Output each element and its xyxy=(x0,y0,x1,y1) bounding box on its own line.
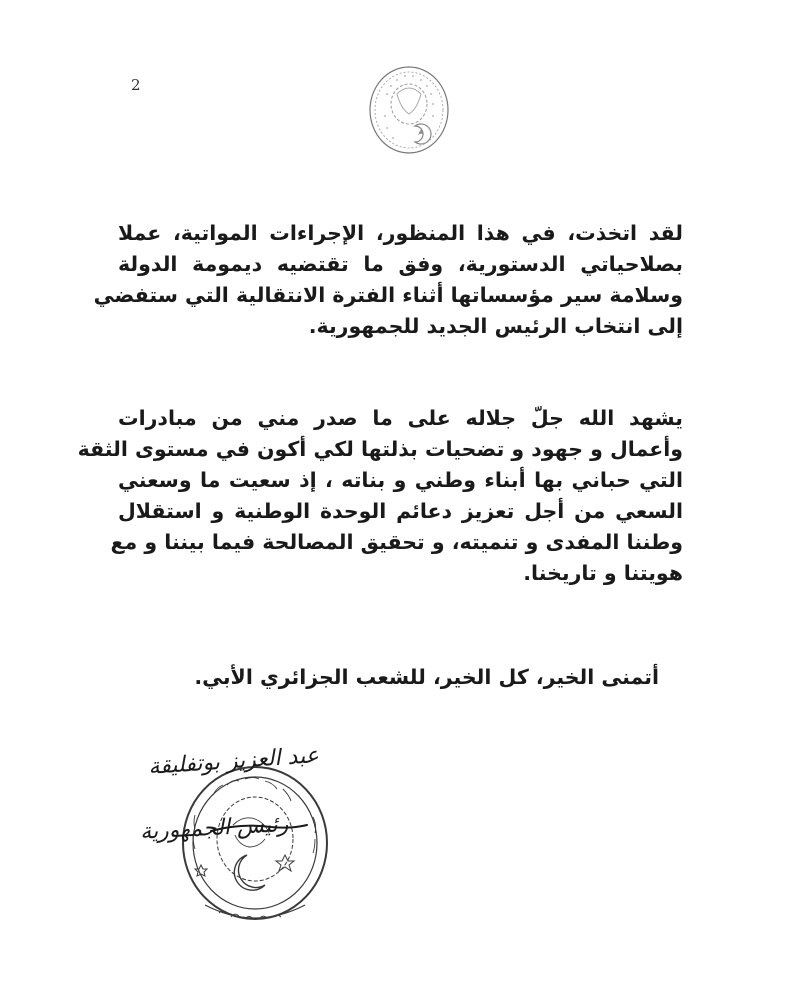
closing-line: أتمنى الخير، كل الخير، للشعب الجزائري الأبي. xyxy=(194,665,659,689)
text-line: السعي من أجل تعزيز دعائم الوحدة الوطنية و استقلال xyxy=(118,499,683,523)
text-line: لقد اتخذت، في هذا المنظور، الإجراءات المواتية، عملا xyxy=(118,221,683,245)
official-stamp-icon xyxy=(183,767,327,919)
page-number: 2 xyxy=(131,76,141,94)
text-line: إلى انتخاب الرئيس الجديد للجمهورية. xyxy=(308,314,683,338)
paragraph-2 xyxy=(77,403,683,589)
text-line: هويتنا و تاريخنا. xyxy=(523,561,683,585)
text-line: وأعمال و جهود و تضحيات بذلتها لكي أكون في مستوى الثقة xyxy=(77,437,683,461)
text-line: بصلاحياتي الدستورية، وفق ما تقتضيه ديمومة الدولة xyxy=(118,252,683,276)
paragraph-3 xyxy=(118,662,683,693)
text-line: التي حباني بها أبناء وطني و بناته ، إذ سعيت ما وسعني xyxy=(118,468,683,492)
text-line: وطننا المفدى و تنميته، و تحقيق المصالحة فيما بيننا و مع xyxy=(110,530,683,554)
handwritten-name: عبد العزيز بوتفليقة xyxy=(147,743,320,780)
handwritten-title: رئيس الجمهورية xyxy=(139,812,289,845)
text-line: وسلامة سير مؤسساتها أثناء الفترة الانتقالية التي ستفضي xyxy=(93,283,683,307)
emblem-seal-icon xyxy=(367,64,451,156)
paragraph-1 xyxy=(93,218,683,342)
text-line: يشهد الله جلّ جلاله على ما صدر مني من مبادرات xyxy=(118,406,683,430)
